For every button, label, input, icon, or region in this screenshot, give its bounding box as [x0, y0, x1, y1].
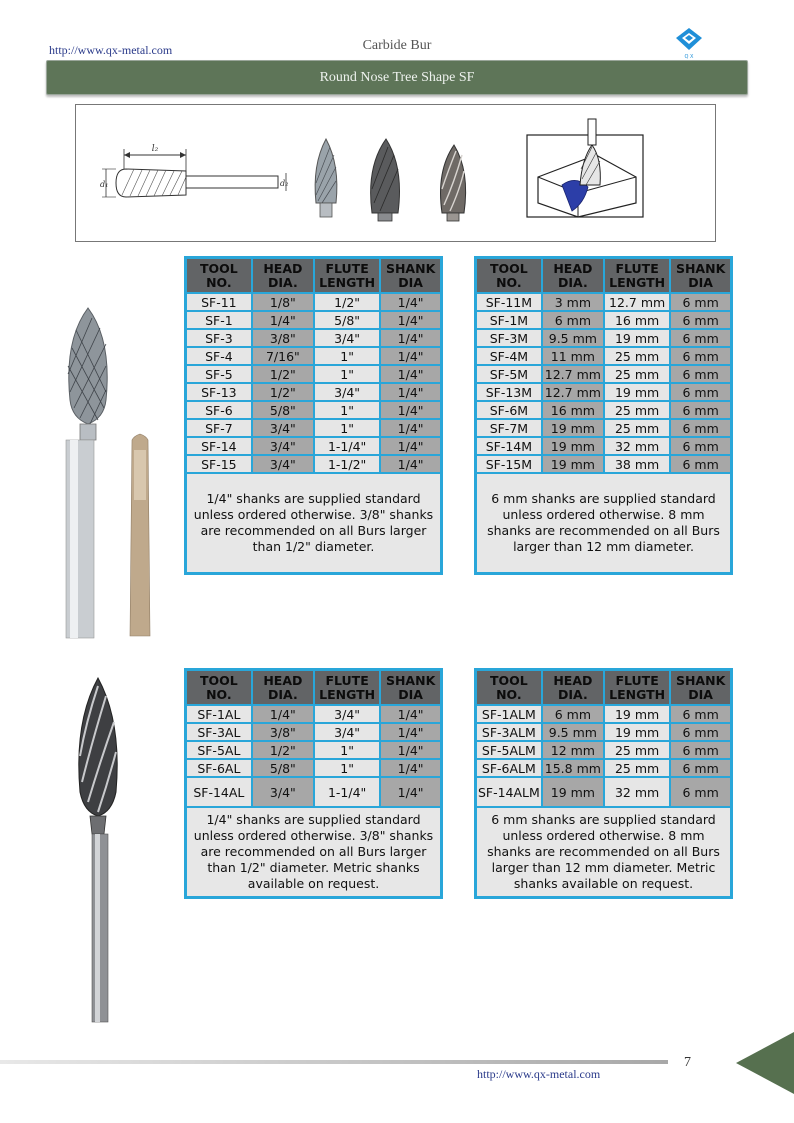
table-row [476, 401, 732, 419]
footer-divider [0, 1060, 668, 1064]
tool-no-cell: SF-5AL [186, 741, 252, 759]
table-row [186, 383, 442, 401]
logo-text: Q X [684, 54, 694, 60]
column-header: TOOL NO. [476, 258, 542, 294]
shank-dia-cell: 1/4" [380, 455, 441, 473]
head-dia-cell: 11 mm [542, 347, 604, 365]
head-dia-cell: 12.7 mm [542, 365, 604, 383]
tool-no-cell: SF-5M [476, 365, 542, 383]
footer-triangle-icon [736, 1032, 794, 1094]
shank-dia-cell: 1/4" [380, 401, 441, 419]
flute-length-cell: 1" [314, 741, 380, 759]
table-row [476, 383, 732, 401]
flute-length-cell: 1/2" [314, 293, 380, 311]
head-dia-cell: 1/2" [252, 365, 314, 383]
shank-dia-cell: 1/4" [380, 383, 441, 401]
head-dia-cell: 1/8" [252, 293, 314, 311]
table-row [186, 419, 442, 437]
shank-dia-cell: 6 mm [670, 455, 731, 473]
table-header-row [186, 670, 442, 706]
head-dia-cell: 3 mm [542, 293, 604, 311]
flute-length-cell: 1-1/4" [314, 777, 380, 807]
tool-no-cell: SF-14M [476, 437, 542, 455]
table-row [476, 329, 732, 347]
banner-title: Round Nose Tree Shape SF [319, 70, 475, 85]
table-row [476, 419, 732, 437]
flute-length-cell: 25 mm [604, 741, 670, 759]
head-dia-cell: 16 mm [542, 401, 604, 419]
product-illustrations [76, 105, 715, 241]
shank-dia-cell: 1/4" [380, 705, 441, 723]
flute-length-cell: 1-1/4" [314, 437, 380, 455]
table-row [476, 723, 732, 741]
table-row [186, 777, 442, 807]
flute-length-cell: 3/4" [314, 723, 380, 741]
length-label: l₂ [151, 144, 159, 154]
tool-no-cell: SF-13M [476, 383, 542, 401]
column-header: SHANK DIA [380, 258, 441, 294]
flute-length-cell: 1" [314, 347, 380, 365]
flute-length-cell: 25 mm [604, 419, 670, 437]
table-row [186, 705, 442, 723]
column-header: FLUTE LENGTH [604, 258, 670, 294]
flute-length-cell: 32 mm [604, 437, 670, 455]
head-dia-cell: 15.8 mm [542, 759, 604, 777]
header-url-link[interactable]: http://www.qx-metal.com [49, 43, 173, 57]
tool-no-cell: SF-6 [186, 401, 252, 419]
flute-length-cell: 19 mm [604, 705, 670, 723]
shank-dia-cell: 1/4" [380, 777, 441, 807]
shank-dia-cell: 6 mm [670, 293, 731, 311]
tool-no-cell: SF-13 [186, 383, 252, 401]
tool-no-cell: SF-4 [186, 347, 252, 365]
tool-no-cell: SF-11 [186, 293, 252, 311]
tool-no-cell: SF-3M [476, 329, 542, 347]
shank-dia-cell: 6 mm [670, 723, 731, 741]
head-dia-cell: 3/4" [252, 437, 314, 455]
product-figure-box [75, 104, 716, 242]
table-row [476, 777, 732, 807]
flute-length-cell: 38 mm [604, 455, 670, 473]
table-row [186, 329, 442, 347]
table-row [186, 401, 442, 419]
column-header: SHANK DIA [670, 670, 731, 706]
head-dia-cell: 3/4" [252, 455, 314, 473]
shank-dia-cell: 6 mm [670, 383, 731, 401]
tool-no-cell: SF-5ALM [476, 741, 542, 759]
spec-table-inch [184, 256, 443, 575]
table-header-row [186, 258, 442, 294]
shank-dia-label: d₂ [280, 179, 289, 188]
shank-dia-cell: 1/4" [380, 437, 441, 455]
tool-no-cell: SF-15 [186, 455, 252, 473]
document-title: Carbide Bur [362, 38, 432, 53]
flute-length-cell: 1" [314, 401, 380, 419]
head-dia-cell: 5/8" [252, 401, 314, 419]
table-row [186, 437, 442, 455]
table-row [186, 759, 442, 777]
section-banner [46, 60, 748, 95]
tool-no-cell: SF-11M [476, 293, 542, 311]
column-header: HEAD DIA. [252, 670, 314, 706]
shank-dia-cell: 1/4" [380, 723, 441, 741]
shank-dia-cell: 1/4" [380, 329, 441, 347]
flute-length-cell: 19 mm [604, 383, 670, 401]
tool-no-cell: SF-15M [476, 455, 542, 473]
spec-table-metric-aluminum [474, 668, 733, 899]
tool-no-cell: SF-1M [476, 311, 542, 329]
shank-dia-cell: 6 mm [670, 347, 731, 365]
table-row [186, 311, 442, 329]
shank-dia-cell: 6 mm [670, 419, 731, 437]
shank-dia-cell: 1/4" [380, 293, 441, 311]
bur-photo-silver [315, 139, 337, 217]
flute-length-cell: 1" [314, 419, 380, 437]
column-header: FLUTE LENGTH [604, 670, 670, 706]
footer-url-link[interactable]: http://www.qx-metal.com [477, 1067, 601, 1081]
flute-length-cell: 3/4" [314, 705, 380, 723]
column-header: HEAD DIA. [252, 258, 314, 294]
flute-length-cell: 1-1/2" [314, 455, 380, 473]
head-dia-cell: 19 mm [542, 777, 604, 807]
flute-length-cell: 1" [314, 365, 380, 383]
head-dia-cell: 1/4" [252, 705, 314, 723]
shank-dia-cell: 6 mm [670, 311, 731, 329]
column-header: TOOL NO. [186, 258, 252, 294]
head-dia-cell: 19 mm [542, 437, 604, 455]
flute-length-cell: 25 mm [604, 401, 670, 419]
head-dia-cell: 3/8" [252, 723, 314, 741]
table-note: 6 mm shanks are supplied standard unless ordered otherwise. 8 mm shanks are recommended on all Burs larger than 12 mm diameter. Metric shanks available on request. [476, 807, 732, 898]
table-row [186, 455, 442, 473]
shank-dia-cell: 1/4" [380, 365, 441, 383]
head-dia-cell: 7/16" [252, 347, 314, 365]
flute-length-cell: 3/4" [314, 329, 380, 347]
table-row [476, 741, 732, 759]
head-dia-cell: 5/8" [252, 759, 314, 777]
tool-no-cell: SF-6ALM [476, 759, 542, 777]
shank-dia-cell: 1/4" [380, 741, 441, 759]
flute-length-cell: 25 mm [604, 365, 670, 383]
head-dia-cell: 9.5 mm [542, 329, 604, 347]
head-dia-cell: 12 mm [542, 741, 604, 759]
head-dia-cell: 6 mm [542, 311, 604, 329]
tool-no-cell: SF-6M [476, 401, 542, 419]
shank-dia-cell: 1/4" [380, 419, 441, 437]
flute-length-cell: 19 mm [604, 723, 670, 741]
column-header: SHANK DIA [670, 258, 731, 294]
head-dia-cell: 12.7 mm [542, 383, 604, 401]
company-logo [672, 26, 706, 60]
tool-no-cell: SF-14AL [186, 777, 252, 807]
table-row [476, 437, 732, 455]
spec-table-metric [474, 256, 733, 575]
column-header: TOOL NO. [186, 670, 252, 706]
shank-dia-cell: 6 mm [670, 365, 731, 383]
head-dia-cell: 9.5 mm [542, 723, 604, 741]
column-header: FLUTE LENGTH [314, 258, 380, 294]
flute-length-cell: 16 mm [604, 311, 670, 329]
column-header: HEAD DIA. [542, 258, 604, 294]
bur-photo-dark [371, 139, 400, 221]
tool-no-cell: SF-7M [476, 419, 542, 437]
flute-length-cell: 12.7 mm [604, 293, 670, 311]
shank-dia-cell: 6 mm [670, 705, 731, 723]
column-header: TOOL NO. [476, 670, 542, 706]
shank-dia-cell: 1/4" [380, 311, 441, 329]
shank-dia-cell: 6 mm [670, 437, 731, 455]
table-row [476, 347, 732, 365]
head-dia-cell: 6 mm [542, 705, 604, 723]
tool-no-cell: SF-1AL [186, 705, 252, 723]
table-header-row [476, 258, 732, 294]
head-dia-label: d₁ [100, 180, 109, 189]
head-dia-cell: 3/8" [252, 329, 314, 347]
tool-no-cell: SF-14 [186, 437, 252, 455]
page-number: 7 [684, 1055, 691, 1070]
table-row [476, 365, 732, 383]
table-row [476, 311, 732, 329]
head-dia-cell: 3/4" [252, 419, 314, 437]
bur-photo-side-2 [72, 672, 142, 1027]
table-row [186, 293, 442, 311]
table-note: 6 mm shanks are supplied standard unless ordered otherwise. 8 mm shanks are recommended on all Burs larger than 12 mm diameter. [476, 473, 732, 574]
tool-no-cell: SF-1 [186, 311, 252, 329]
tool-no-cell: SF-4M [476, 347, 542, 365]
shank-dia-cell: 6 mm [670, 401, 731, 419]
column-header: SHANK DIA [380, 670, 441, 706]
table-row [476, 293, 732, 311]
tool-no-cell: SF-3AL [186, 723, 252, 741]
flute-length-cell: 25 mm [604, 347, 670, 365]
tool-no-cell: SF-5 [186, 365, 252, 383]
bur-photo-aluminum [441, 145, 466, 221]
flute-length-cell: 32 mm [604, 777, 670, 807]
flute-length-cell: 19 mm [604, 329, 670, 347]
tool-no-cell: SF-3 [186, 329, 252, 347]
flute-length-cell: 25 mm [604, 759, 670, 777]
table-row [186, 723, 442, 741]
table-row [476, 759, 732, 777]
shank-dia-cell: 6 mm [670, 777, 731, 807]
flute-length-cell: 1" [314, 759, 380, 777]
shank-dia-cell: 6 mm [670, 759, 731, 777]
table-row [476, 455, 732, 473]
head-dia-cell: 1/2" [252, 383, 314, 401]
table-row [186, 365, 442, 383]
head-dia-cell: 19 mm [542, 455, 604, 473]
flute-length-cell: 3/4" [314, 383, 380, 401]
tool-no-cell: SF-7 [186, 419, 252, 437]
table-note: 1/4" shanks are supplied standard unless ordered otherwise. 3/8" shanks are recommended on all Burs larger than 1/2" diameter. [186, 473, 442, 574]
tool-no-cell: SF-1ALM [476, 705, 542, 723]
head-dia-cell: 19 mm [542, 419, 604, 437]
bur-photo-side-1 [60, 300, 160, 645]
table-row [476, 705, 732, 723]
flute-length-cell: 5/8" [314, 311, 380, 329]
head-dia-cell: 1/4" [252, 311, 314, 329]
table-row [186, 347, 442, 365]
table-header-row [476, 670, 732, 706]
head-dia-cell: 1/2" [252, 741, 314, 759]
column-header: FLUTE LENGTH [314, 670, 380, 706]
shank-dia-cell: 1/4" [380, 759, 441, 777]
shank-dia-cell: 6 mm [670, 329, 731, 347]
table-row [186, 741, 442, 759]
head-dia-cell: 3/4" [252, 777, 314, 807]
dimension-drawing [100, 144, 288, 197]
tool-no-cell: SF-14ALM [476, 777, 542, 807]
bur-application-drawing [527, 119, 643, 217]
spec-table-inch-aluminum [184, 668, 443, 899]
column-header: HEAD DIA. [542, 670, 604, 706]
tool-no-cell: SF-3ALM [476, 723, 542, 741]
tool-no-cell: SF-6AL [186, 759, 252, 777]
table-note: 1/4" shanks are supplied standard unless ordered otherwise. 3/8" shanks are recommended on all Burs larger than 1/2" diameter. Metric shanks available on request. [186, 807, 442, 898]
shank-dia-cell: 1/4" [380, 347, 441, 365]
shank-dia-cell: 6 mm [670, 741, 731, 759]
